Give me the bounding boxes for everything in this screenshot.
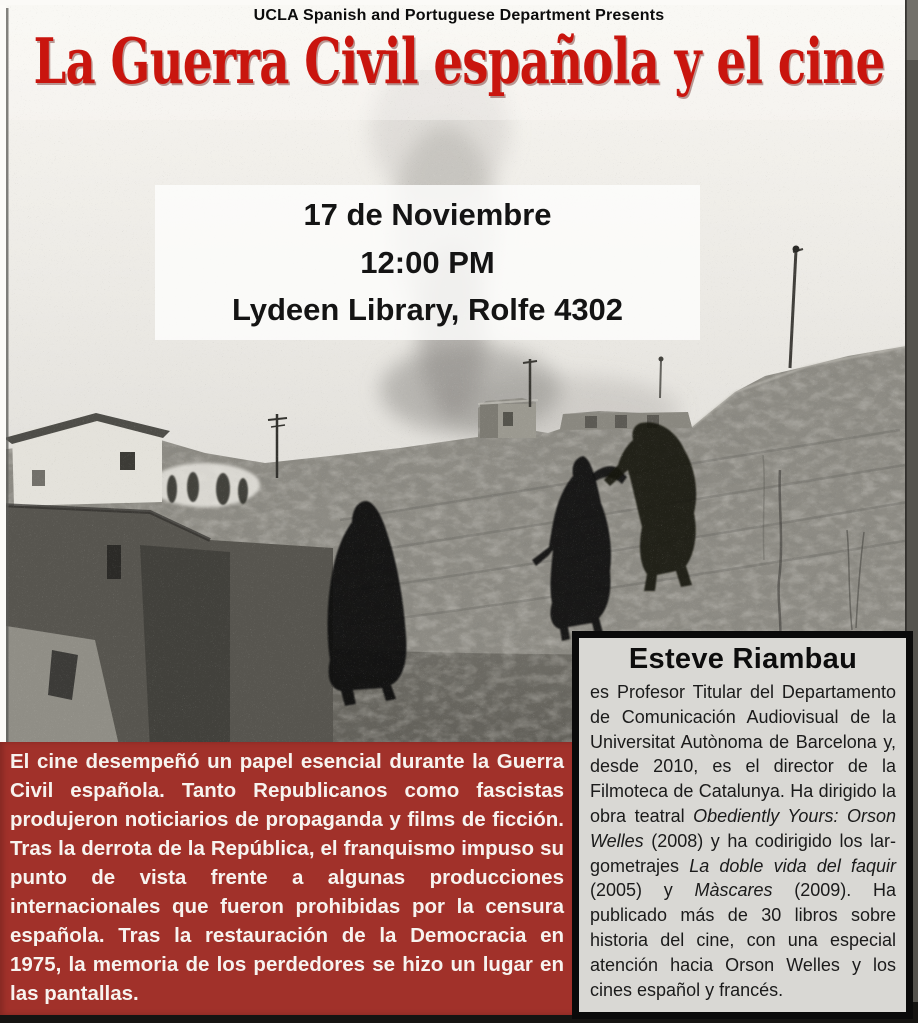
speaker-name: Esteve Riambau xyxy=(628,643,858,675)
presenter-banner: UCLA Spanish and Portuguese Department Presents xyxy=(253,7,665,24)
event-title xyxy=(0,24,918,98)
event-date: 17 de Noviembre xyxy=(303,196,552,232)
description-text: El cine desempeñó un papel esencial durante la Guerra Civil española. Tanto Republicanos como fascistas produjeron noticiarios de propaganda y films de ficción. Tras la derrota de la República, el franquismo impuso su punto de vista frente a algunas producciones internacionales que fueron prohibidas por la censura española. Tras la restauración de la Democracia en 1975, la memoria de los perdedores se hizo un lugar en las pantallas. xyxy=(10,750,564,1005)
event-title-text: La Guerra Civil española y el cine xyxy=(33,24,885,98)
speaker-box xyxy=(572,631,913,1019)
event-location: Lydeen Library, Rolfe 4302 xyxy=(231,292,624,328)
description-box xyxy=(0,742,575,1015)
event-time: 12:00 PM xyxy=(360,244,495,280)
event-details-box xyxy=(155,185,700,340)
speaker-bio: es Profesor Titular del Departamento de Comunicación Audiovisual de la Universitat Autònoma de Barcelona y, desde 2010, es el director de la Filmoteca de Catalunya. Ha dirigido la obra teatral Obediently Yours: Orson Welles (2008) y ha codirigido los largometrajes La doble vida del faquir (2005) y Màscares (2009). Ha publicado más de 30 libros sobre historia del cine, con una especial atención hacia Orson Welles y los cines español y francés. xyxy=(590,682,897,1000)
photo-frame-top xyxy=(0,0,918,5)
